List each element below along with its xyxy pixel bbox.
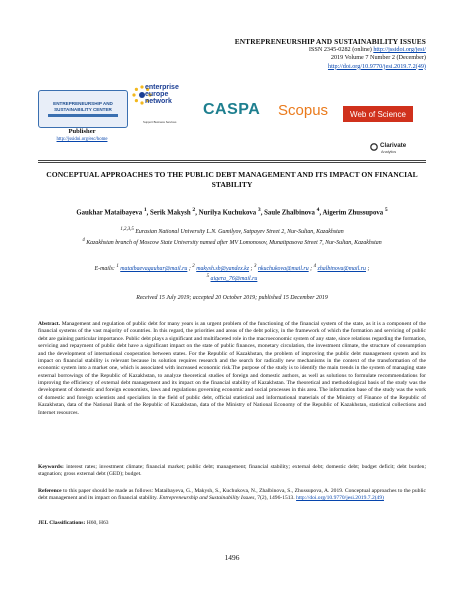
abstract-text: Management and regulation of public debt for many years is an urgent problem of the functioning of the financial system of the state, as it is a component of the financial systems of the vast majority of countries. In this regard, the priorities and areas of the debt policy, in the framework of which the formation and servicing of public debt are gaining particular importance. Public debt plays a significant and multifaceted role in the macroeconomic system of any state, since relations regarding the formation, servicing and repayment of public debt have a significant impact on the state of public finances, monetary circulation, the investment climate, the structure of consumption and the development of international cooperation between states. For the Republic of Kazakhstan, the problem of improving the public debt management system and its impact on financial stability is relevant because its solution requires research and the search for radically new mechanisms in the context of the transformation of the economic system into a market one, which is associated with increased economic risk.The purpose of the study is to identify the main trends in the system of managing state external borrowings of the Republic of Kazakhstan, to analyze theoretical studies of foreign and domestic authors, as well as solutions to formulate recommendations for improving the efficiency of external debt management and its impact on the financial stability of Kazakhstan. The theoretical and methodological basis of the study was the development of domestic and foreign economists, laws and regulations governing economic and social processes in this area. The information base of the study was the work of domestic and foreign scientists and specialists in the field of public debt, official statistical and informational materials of the Ministry of Finance of the Republic of Kazakhstan, data of the National Bank of the Republic of Kazakhstan, data of the Ministry of National Economy of the Republic of Kazakhstan, statistical collections and Internet resources. — [38, 321, 426, 416]
publisher-link[interactable]: http://jssidoi.org/esc/home — [56, 137, 108, 142]
publisher-logo: ENTREPRENEURSHIP AND SUSTAINABILITY CENTER — [38, 90, 128, 128]
header-divider — [38, 160, 426, 161]
web-of-science-logo: Web of Science — [343, 106, 413, 122]
author: Aigerim Zhussupova — [322, 209, 384, 217]
author: Nurilya Kuchukova — [198, 209, 257, 217]
author: Saule Zhalbinova — [264, 209, 315, 217]
journal-title: ENTREPRENEURSHIP AND SUSTAINABILITY ISSUES — [234, 37, 426, 46]
email-link[interactable]: makysh.sb@yandex.kz — [196, 265, 250, 272]
scopus-logo: Scopus — [278, 102, 329, 119]
keywords-text: interest rates; investment climate; financial market; public debt; management; financial stability; external debt; domestic debt; budget deficit; debt burden; stagnation; gross external debt (GED); budget. — [38, 464, 426, 478]
journal-header — [235, 38, 426, 71]
jel-classifications: JEL Classifications: H60, H63 — [38, 520, 109, 526]
author: Gaukhar Mataibayeva — [76, 209, 143, 217]
publisher-label: Publisher — [68, 128, 96, 135]
affiliation-2: Kazakhstan branch of Moscow State University named after MV Lomonosov, Munaitpasova Street 7, Nur-Sultan, Kazakhstan — [84, 239, 382, 246]
reference-doi-link[interactable]: http://doi.org/10.9770/jesi.2019.7.2(49) — [296, 495, 384, 502]
received-dates: Received 15 July 2019; accepted 20 October 2019; published 15 December 2019 — [136, 295, 328, 301]
clarivate-logo: Clarivate — [380, 142, 407, 149]
affiliations: $^{1,2,3,5}$ Eurasian National University L.N. Gumilyov, Satpayev Street 2, Nur-Sultan, Kazakhstan $^4$ Kazakhstan branch of Moscow State University named after MV Lomonosov, Munaitpasova Street 7, Nur-Sultan, Kazakhstan — [82, 227, 382, 246]
author: Serik Makysh — [150, 209, 191, 217]
issn-line: ISSN 2345-0282 (online) http://jssidoi.org/jesi/ — [308, 46, 426, 54]
email-link[interactable]: zhalbinova@mail.ru — [317, 265, 366, 272]
een-logo: enterprise europe network Support Business Services — [131, 82, 193, 126]
clarivate-icon — [370, 143, 378, 151]
keywords: Keywords: interest rates; investment climate; financial market; public debt; management; financial stability; external debt; domestic debt; budget deficit; debt burden; stagnation; gross external debt (GED); budget. — [38, 464, 426, 478]
email-list: E-mails: $^1$ mataibaevagauhar@mail.ru ; $^2$ makysh.sb@yandex.kz ; $^3$ nkuchukova@mail.ru ; $^4$ zhalbinova@mail.ru ; $^5$ aigera_76@mail.ru — [94, 264, 370, 283]
clarivate-sub: Analytics — [381, 150, 397, 154]
header-divider-thin — [38, 162, 426, 163]
abstract: Abstract. Management and regulation of public debt for many years is an urgent problem of the functioning of the financial system of the state, as it is a component of the financial systems of the vast majority of countries. In this regard, the priorities and areas of the debt policy, in the framework of which the formation and servicing of public debt are gaining particular importance. Public debt plays a significant and multifaceted role in the macroeconomic system of any state, since relations regarding the formation, servicing and repayment of public debt have a significant impact on the state of public finances, monetary circulation, the investment climate, the structure of consumption and the development of international cooperation between states. For the Republic of Kazakhstan, the problem of improving the public debt management system and its impact on financial stability is relevant because its solution requires research and the search for radically new mechanisms in the context of the transformation of the economic system into a market one, which is associated with increased economic risk.The purpose of the study is to identify the main trends in the system of managing state external borrowings of the Republic of Kazakhstan, to analyze theoretical studies of foreign and domestic authors, as well as solutions to formulate recommendations for improving the efficiency of external debt management and its impact on the financial stability of Kazakhstan. The theoretical and methodological basis of the study was the development of domestic and foreign economists, laws and regulations governing economic and social processes in this area. The information base of the study was the work of domestic and foreign scientists and specialists in the field of public debt, official statistical and informational materials of the Ministry of Finance of the Republic of Kazakhstan, data of the National Bank of the Republic of Kazakhstan, data of the Ministry of National Economy of the Republic of Kazakhstan, statistical collections and Internet resources. — [38, 321, 426, 416]
caspa-logo: CASPA — [203, 101, 261, 118]
issn-link[interactable]: http://jssidoi.org/jesi/ — [373, 46, 426, 54]
email-link[interactable]: aigera_76@mail.ru — [210, 276, 258, 283]
page-number: 1496 — [224, 553, 240, 562]
author-list: Gaukhar Mataibayeva $^1$, Serik Makysh $^2$, Nurilya Kuchukova $^3$, Saule Zhalbinova $^4$, Aigerim Zhussupova $^5$ — [76, 207, 388, 217]
email-link[interactable]: mataibaevagauhar@mail.ru — [120, 265, 188, 272]
reference: Reference to this paper should be made as follows: Mataibayeva, G., Makysh, S., Kuchukova, N., Zhalbinova, S., Zhussupova, A. 2019. Conceptual approaches to the public debt management and its impact on financial stability. Entrepreneurship and Sustainability Issues, 7(2), 1496-1513. http://doi.org/10.9770/jesi.2019.7.2(49) — [38, 488, 426, 502]
paper-title: CONCEPTUAL APPROACHES TO THE PUBLIC DEBT MANAGEMENT AND ITS IMPACT ON FINANCIAL STABILITY — [46, 170, 418, 189]
email-link[interactable]: nkuchukova@mail.ru — [257, 265, 309, 272]
doi-link[interactable]: http://doi.org/10.9770/jesi.2019.7.2(49) — [327, 62, 426, 70]
affiliation-1: Eurasian National University L.N. Gumilyov, Satpayev Street 2, Nur-Sultan, Kazakhstan — [133, 228, 344, 235]
volume-line: 2019 Volume 7 Number 2 (December) — [330, 54, 426, 62]
